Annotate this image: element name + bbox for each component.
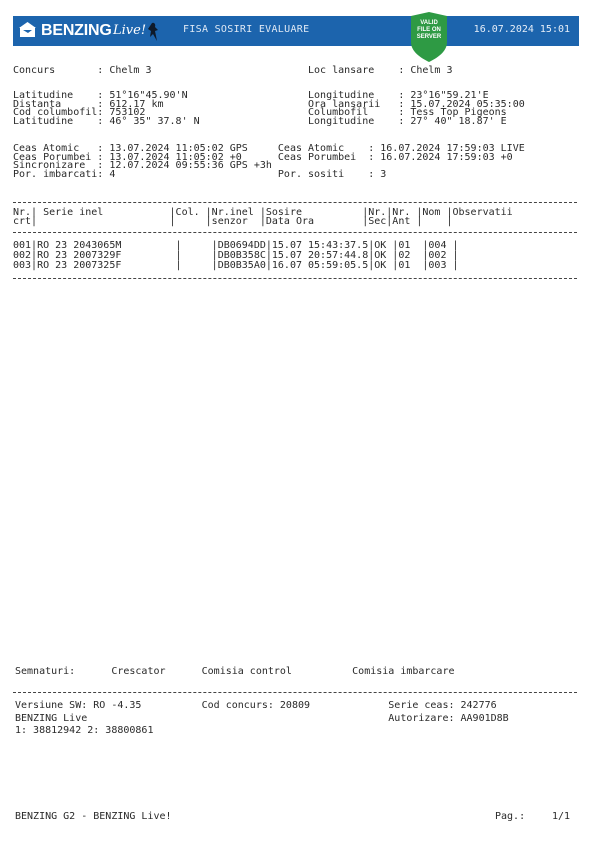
footer-product: BENZING G2 - BENZING Live! [15,811,172,822]
info-latitude-release: Latitudine : 51°16"45.90'N Longitudine : 23°16"59.21'E [13,90,489,101]
info-distance: Distanta : 612.17 km Ora lansarii : 15.07.2024 05:35:00 [13,98,525,110]
authorization-line: BENZING Live Autorizare: AA901D8B [15,713,509,724]
badge-line: FILE ON [417,27,441,33]
brand-name: BENZING [41,22,112,39]
pigeon-box-icon [19,21,36,38]
report-header [13,16,579,46]
info-atomic-clock: Ceas Atomic : 13.07.2024 11:05:02 GPS Ceas Atomic : 16.07.2024 17:59:03 LIVE [13,143,525,154]
table-row: 003|RO 23 2007325F | |DB0B35A0|16.07 05:59:05.5|OK |01 |003 | [13,260,459,271]
badge-line: SERVER [416,34,442,40]
brand-live: Live! [113,23,147,38]
valid-file-badge [409,20,449,41]
info-pigeon-clock: Ceas Porumbei : 13.07.2024 11:05:02 +0 Ceas Porumbei : 16.07.2024 17:59:03 +0 [13,151,513,163]
divider [13,232,577,233]
divider [13,278,577,279]
table-row: 002|RO 23 2007329F | |DB0B358C|15.07 20:57:44.8|OK |02 |002 | [13,250,459,261]
page-number: 1/1 [552,811,571,822]
page-label: Pag.: [495,811,526,822]
table-header-row1: Nr.| Serie inel |Col. |Nr.inel |Sosire |Nr.|Nr. |Nom |Observatii [13,207,513,218]
pigeon-icon [145,21,161,43]
info-latitude-loft: Latitudine : 46° 35" 37.8' N Longitudine : 27° 40" 18.87' E [13,115,507,127]
document-title: FISA SOSIRI EVALUARE [183,24,310,35]
signatures-line: Semnaturi: Crescator Comisia control Comisia imbarcare [15,666,455,677]
table-row: 001|RO 23 2043065M | |DB0694DD|15.07 15:43:37.5|OK |01 |004 | [13,240,459,251]
badge-line: VALID [420,20,438,26]
divider [13,202,577,203]
software-version-line: Versiune SW: RO -4.35 Cod concurs: 20809 Serie ceas: 242776 [15,700,497,711]
table-header-row2: crt| | |senzor |Data Ora |Sec|Ant | | [13,216,453,227]
info-race: Concurs : Chelm 3 Loc lansare : Chelm 3 [13,65,453,76]
info-counts: Por. imbarcati: 4 Por. sositi : 3 [13,168,387,180]
report-datetime: 16.07.2024 15:01 [473,24,570,35]
info-sync: Sincronizare : 12.07.2024 09:55:36 GPS +3h [13,160,272,171]
info-fancier: Cod columbofil: 753102 Columbofil : Tess Top Pigeons [13,107,507,118]
divider [13,692,577,693]
clock-ids-line: 1: 38812942 2: 38800861 [15,725,154,736]
